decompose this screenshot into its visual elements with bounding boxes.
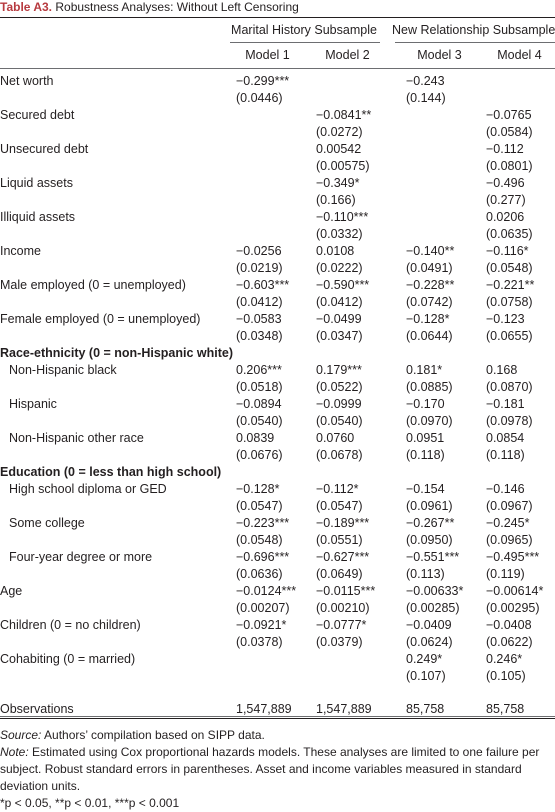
- table-row: [0, 311, 555, 345]
- coefficient: 0.168: [486, 363, 518, 377]
- coefficient: −0.146: [486, 482, 525, 496]
- regression-table: [0, 73, 555, 727]
- cell-model-2: [316, 515, 369, 549]
- standard-error: (0.105): [486, 669, 526, 683]
- coefficient: −0.0583: [236, 312, 282, 326]
- cell-model-4: [486, 617, 533, 651]
- standard-error: (0.144): [406, 91, 446, 105]
- cell-model-4: [486, 396, 533, 430]
- standard-error: (0.0522): [316, 380, 363, 394]
- coefficient: 85,758: [486, 702, 525, 716]
- group-underline-new: [395, 42, 555, 43]
- bottom-rule: [0, 718, 555, 719]
- standard-error: (0.0518): [236, 380, 283, 394]
- standard-error: (0.0742): [406, 295, 453, 309]
- standard-error: (0.0622): [486, 635, 533, 649]
- top-rule: [0, 17, 555, 18]
- standard-error: (0.0548): [236, 533, 283, 547]
- coefficient: −0.0256: [236, 244, 282, 258]
- coefficient: −0.170: [406, 397, 445, 411]
- coefficient: −0.112*: [316, 482, 359, 496]
- cell-model-4: [486, 549, 539, 583]
- standard-error: (0.0961): [406, 499, 453, 513]
- row-label: Non-Hispanic black: [9, 363, 117, 377]
- table-row: [0, 175, 555, 209]
- cell-model-3: [406, 515, 454, 549]
- coefficient: 0.0206: [486, 210, 525, 224]
- table-row: [0, 549, 555, 583]
- coefficient: −0.495***: [486, 550, 540, 564]
- coefficient: −0.140**: [406, 244, 455, 258]
- cell-model-2: [316, 243, 363, 277]
- table-row: [0, 481, 555, 515]
- table-row: [0, 396, 555, 430]
- cell-model-3: [406, 481, 453, 515]
- table-label: Table A3.: [0, 0, 53, 14]
- coefficient: −0.112: [486, 142, 524, 156]
- row-label: High school diploma or GED: [9, 482, 167, 496]
- standard-error: (0.0678): [316, 448, 363, 462]
- standard-error: (0.0624): [406, 635, 453, 649]
- standard-error: (0.0870): [486, 380, 533, 394]
- coefficient: −0.0999: [316, 397, 362, 411]
- standard-error: (0.113): [406, 567, 445, 581]
- row-label: Some college: [9, 516, 85, 530]
- row-label: Children (0 = no children): [0, 618, 141, 632]
- coefficient: −0.223***: [236, 516, 290, 530]
- standard-error: (0.0649): [316, 567, 363, 581]
- row-label: Illiquid assets: [0, 210, 76, 224]
- coefficient: −0.116*: [486, 244, 529, 258]
- standard-error: (0.0644): [406, 329, 453, 343]
- row-label: Secured debt: [0, 108, 75, 122]
- coefficient: −0.228**: [406, 278, 455, 292]
- cell-model-1: [236, 277, 289, 311]
- cell-model-1: [236, 73, 289, 107]
- standard-error: (0.00207): [236, 601, 290, 615]
- standard-error: (0.0970): [406, 414, 453, 428]
- cell-model-4: [486, 651, 526, 685]
- cell-model-2: [316, 107, 371, 141]
- standard-error: (0.0540): [316, 414, 363, 428]
- model-header-3: Model 3: [417, 48, 462, 62]
- cell-model-2: [316, 549, 369, 583]
- coefficient: 85,758: [406, 702, 445, 716]
- coefficient: 0.0108: [316, 244, 355, 258]
- cell-model-2: [316, 277, 369, 311]
- standard-error: (0.0348): [236, 329, 283, 343]
- standard-error: (0.0547): [316, 499, 363, 513]
- row-label: Non-Hispanic other race: [9, 431, 144, 445]
- cell-model-1: [236, 396, 283, 430]
- row-label: Education (0 = less than high school): [0, 465, 222, 479]
- cell-model-1: [236, 617, 286, 651]
- source-note: Source: Authors’ compilation based on SIPP data.: [0, 728, 265, 742]
- cell-model-4: [486, 141, 533, 175]
- standard-error: (0.0950): [406, 533, 453, 547]
- cell-model-4: [486, 277, 534, 311]
- table-row: [0, 107, 555, 141]
- row-label: Hispanic: [9, 397, 57, 411]
- coefficient: −0.245*: [486, 516, 530, 530]
- cell-model-4: [486, 430, 525, 464]
- coefficient: −0.0841**: [316, 108, 372, 122]
- header-rule: [0, 68, 555, 69]
- coefficient: −0.00633*: [406, 584, 464, 598]
- cell-model-4: [486, 481, 533, 515]
- cell-model-3: [406, 277, 454, 311]
- standard-error: (0.277): [486, 193, 526, 207]
- table-row: [0, 515, 555, 549]
- coefficient: −0.496: [486, 176, 525, 190]
- cell-model-2: [316, 396, 363, 430]
- coefficient: −0.0408: [486, 618, 532, 632]
- row-label: Age: [0, 584, 23, 598]
- cell-model-4: [486, 311, 533, 345]
- cell-model-2: [316, 311, 363, 345]
- model-header-1: Model 1: [245, 48, 290, 62]
- coefficient: −0.154: [406, 482, 445, 496]
- standard-error: (0.0547): [236, 499, 283, 513]
- cell-model-4: [486, 107, 533, 141]
- coefficient: −0.603***: [236, 278, 290, 292]
- obs-rule: [0, 716, 555, 717]
- cell-model-2: [316, 430, 363, 464]
- standard-error: (0.0636): [236, 567, 283, 581]
- row-label: Unsecured debt: [0, 142, 89, 156]
- coefficient: −0.0409: [406, 618, 452, 632]
- cell-model-1: [236, 311, 283, 345]
- standard-error: (0.0222): [316, 261, 363, 275]
- coefficient: 0.0854: [486, 431, 525, 445]
- standard-error: (0.0347): [316, 329, 363, 343]
- cell-model-1: [236, 362, 283, 396]
- row-label: Cohabiting (0 = married): [0, 652, 136, 666]
- coefficient: −0.696***: [236, 550, 290, 564]
- cell-model-4: [486, 362, 533, 396]
- coefficient: −0.221**: [486, 278, 535, 292]
- standard-error: (0.00295): [486, 601, 540, 615]
- cell-model-1: [236, 481, 283, 515]
- standard-error: (0.0332): [316, 227, 363, 241]
- cell-model-2: [316, 141, 370, 175]
- coefficient: −0.123: [486, 312, 525, 326]
- model-header-2: Model 2: [325, 48, 370, 62]
- standard-error: (0.118): [406, 448, 445, 462]
- row-label: Observations: [0, 702, 74, 716]
- coefficient: −0.110***: [316, 210, 369, 224]
- coefficient: −0.00614*: [486, 584, 544, 598]
- row-label: Male employed (0 = unemployed): [0, 278, 186, 292]
- cell-model-2: [316, 209, 368, 243]
- table-row: [0, 617, 555, 651]
- coefficient: −0.299***: [236, 74, 290, 88]
- cell-model-1: [236, 515, 289, 549]
- table-row: [0, 243, 555, 277]
- cell-model-3: [406, 243, 454, 277]
- standard-error: (0.0967): [486, 499, 533, 513]
- cell-model-4: [486, 209, 533, 243]
- cell-model-3: [406, 396, 453, 430]
- table-title: [0, 0, 555, 15]
- significance-note: *p < 0.05, **p < 0.01, ***p < 0.001: [0, 796, 180, 810]
- row-label: Four-year degree or more: [9, 550, 153, 564]
- coefficient: 0.00542: [316, 142, 362, 156]
- standard-error: (0.107): [406, 669, 446, 683]
- standard-error: (0.0551): [316, 533, 363, 547]
- coefficient: 1,547,889: [316, 702, 372, 716]
- cell-model-3: [406, 583, 463, 617]
- standard-error: (0.0655): [486, 329, 533, 343]
- coefficient: −0.128*: [406, 312, 450, 326]
- coefficient: −0.551***: [406, 550, 460, 564]
- coefficient: 0.246*: [486, 652, 523, 666]
- table-row: [0, 209, 555, 243]
- coefficient: 0.0951: [406, 431, 445, 445]
- standard-error: (0.0378): [236, 635, 283, 649]
- row-label: Race-ethnicity (0 = non-Hispanic white): [0, 346, 234, 360]
- cell-model-2: [316, 175, 359, 209]
- coefficient: −0.189***: [316, 516, 370, 530]
- standard-error: (0.00285): [406, 601, 460, 615]
- group-header-marital-history: Marital History Subsample: [231, 23, 377, 37]
- standard-error: (0.0965): [486, 533, 533, 547]
- standard-error: (0.118): [486, 448, 525, 462]
- coefficient: −0.349*: [316, 176, 360, 190]
- cell-model-4: [486, 243, 533, 277]
- standard-error: (0.0491): [406, 261, 453, 275]
- cell-model-4: [486, 515, 533, 549]
- section-heading-row: [0, 464, 555, 481]
- coefficient: −0.590***: [316, 278, 370, 292]
- cell-model-1: [236, 549, 289, 583]
- standard-error: (0.0584): [486, 125, 533, 139]
- standard-error: (0.0446): [236, 91, 283, 105]
- standard-error: (0.0548): [486, 261, 533, 275]
- cell-model-4: [486, 583, 543, 617]
- standard-error: (0.166): [316, 193, 356, 207]
- section-heading-row: [0, 345, 555, 362]
- standard-error: (0.0219): [236, 261, 283, 275]
- coefficient: −0.0777*: [316, 618, 367, 632]
- table-row: [0, 651, 555, 685]
- coefficient: −0.0894: [236, 397, 282, 411]
- standard-error: (0.0412): [316, 295, 363, 309]
- row-label: Liquid assets: [0, 176, 73, 190]
- table-notes: [0, 727, 552, 812]
- standard-error: (0.0978): [486, 414, 533, 428]
- cell-model-1: [236, 243, 283, 277]
- cell-model-3: [406, 651, 446, 685]
- row-label: Net worth: [0, 74, 54, 88]
- coefficient: 0.179***: [316, 363, 362, 377]
- cell-model-1: [236, 430, 283, 464]
- coefficient: 0.249*: [406, 652, 443, 666]
- group-header-new-relationship: New Relationship Subsample: [392, 23, 555, 37]
- cell-model-2: [316, 481, 363, 515]
- standard-error: (0.0885): [406, 380, 453, 394]
- coefficient: 0.0839: [236, 431, 275, 445]
- coefficient: −0.0115***: [316, 584, 376, 598]
- standard-error: (0.0540): [236, 414, 283, 428]
- coefficient: −0.243: [406, 74, 445, 88]
- coefficient: −0.627***: [316, 550, 370, 564]
- coefficient: −0.0765: [486, 108, 532, 122]
- table-row: [0, 73, 555, 107]
- cell-model-1: [236, 583, 296, 617]
- standard-error: (0.0758): [486, 295, 533, 309]
- coefficient: −0.0499: [316, 312, 362, 326]
- standard-error: (0.00210): [316, 601, 370, 615]
- table-row: [0, 362, 555, 396]
- cell-model-3: [406, 549, 459, 583]
- coefficient: −0.0124***: [236, 584, 297, 598]
- table-row: [0, 277, 555, 311]
- standard-error: (0.00575): [316, 159, 370, 173]
- table-row: [0, 141, 555, 175]
- coefficient: 1,547,889: [236, 702, 292, 716]
- row-label: Income: [0, 244, 41, 258]
- cell-model-3: [406, 362, 453, 396]
- cell-model-4: [486, 175, 526, 209]
- cell-model-3: [406, 430, 445, 464]
- coefficient: 0.0760: [316, 431, 355, 445]
- coefficient: 0.206***: [236, 363, 282, 377]
- model-header-4: Model 4: [497, 48, 542, 62]
- row-label: Female employed (0 = unemployed): [0, 312, 201, 326]
- standard-error: (0.0272): [316, 125, 363, 139]
- cell-model-3: [406, 311, 453, 345]
- standard-error: (0.0412): [236, 295, 283, 309]
- standard-error: (0.0676): [236, 448, 283, 462]
- standard-error: (0.0635): [486, 227, 533, 241]
- table-row: [0, 583, 555, 617]
- cell-model-2: [316, 617, 366, 651]
- observations-row: [0, 693, 555, 727]
- table-title-text: Robustness Analyses: Without Left Censoring: [52, 0, 299, 14]
- standard-error: (0.0801): [486, 159, 533, 173]
- coefficient: −0.267**: [406, 516, 455, 530]
- cell-model-2: [316, 362, 363, 396]
- cell-model-2: [316, 583, 375, 617]
- coefficient: −0.0921*: [236, 618, 287, 632]
- coefficient: 0.181*: [406, 363, 443, 377]
- cell-model-3: [406, 73, 446, 107]
- method-note: Note: Estimated using Cox proportional hazards models. These analyses are limited to one failure per subject. Robust standard errors in parentheses. Asset and income variables measured in standard deviation units.: [0, 745, 540, 793]
- group-underline-marital: [230, 42, 380, 43]
- coefficient: −0.128*: [236, 482, 280, 496]
- table-row: [0, 430, 555, 464]
- standard-error: (0.119): [486, 567, 525, 581]
- cell-model-3: [406, 617, 453, 651]
- coefficient: −0.181: [486, 397, 525, 411]
- standard-error: (0.0379): [316, 635, 363, 649]
